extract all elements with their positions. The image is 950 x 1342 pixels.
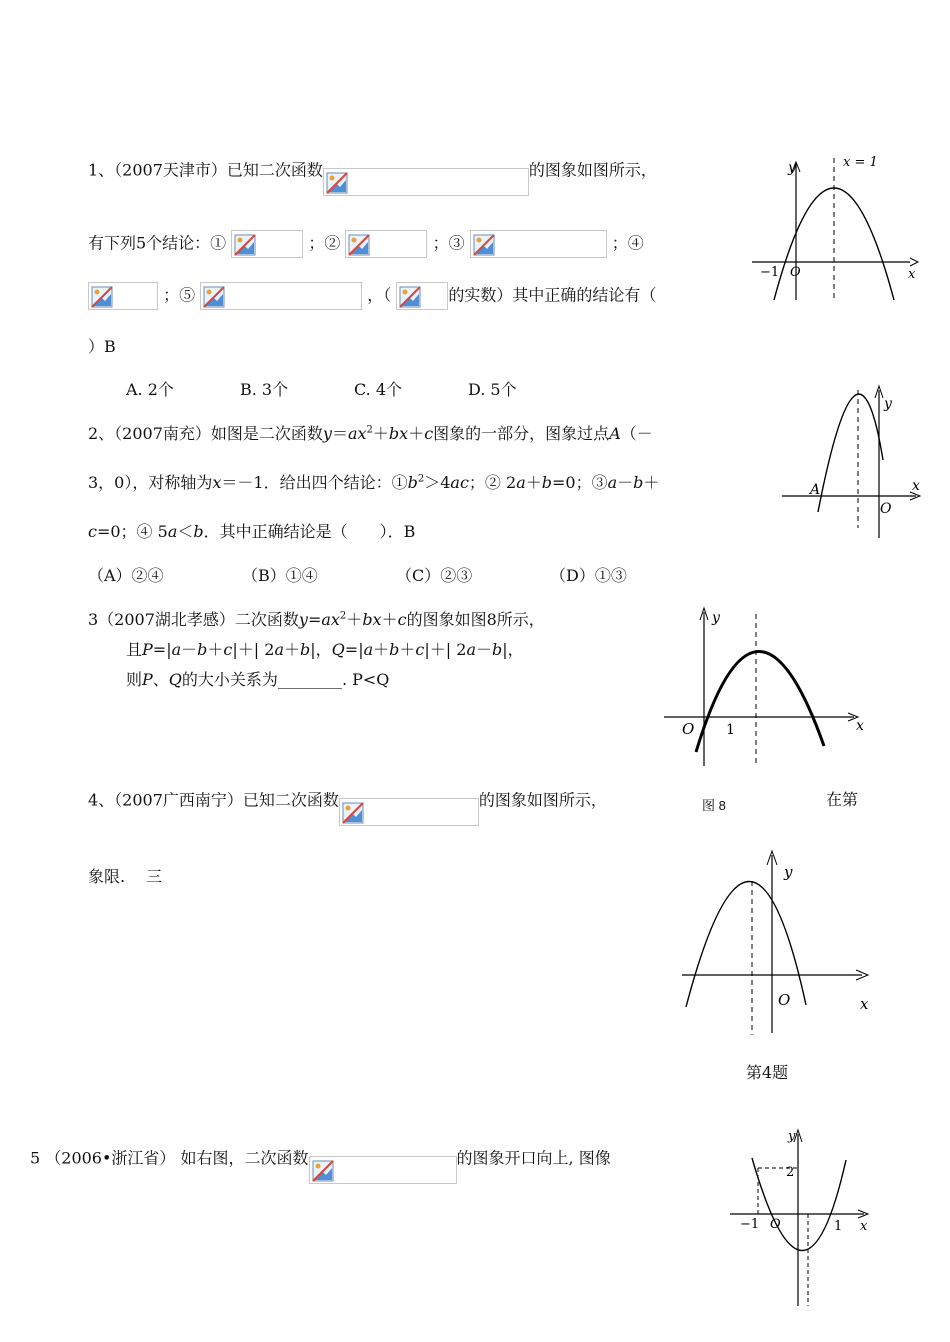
q3-answer: . P<Q [341, 670, 390, 689]
q2-b2: b [633, 473, 644, 492]
q3-one-label: 1 [726, 722, 735, 738]
broken-image-icon [473, 234, 495, 256]
q5-neg1-label: −1 [740, 1217, 760, 1232]
q1-option-a: A. 2个 [126, 380, 174, 399]
q5-formula-image [309, 1156, 457, 1184]
q2-sq2: 2 [417, 473, 425, 485]
q1-option-b: B. 3个 [240, 380, 289, 399]
q4-formula-image [339, 798, 479, 826]
q1-figure [748, 150, 923, 310]
q3-answer-blank: ________ [277, 670, 342, 689]
q2-A: A [609, 424, 621, 443]
q3-l2-g: |， [502, 640, 524, 659]
q2-line1 [88, 421, 653, 444]
q1-conclusion-1-image [231, 230, 303, 258]
broken-image-icon [348, 234, 370, 256]
q1-x-label: x [908, 267, 916, 282]
q3-sq: 2 [339, 610, 347, 622]
q5-origin-label: O [770, 1217, 781, 1232]
q3-a2: a [274, 640, 284, 659]
q1-sep-5: ；⑤ [163, 285, 196, 305]
q2-x-label: x [912, 478, 920, 494]
q2-ax2: ax [347, 424, 367, 443]
q3-ax: ax [321, 610, 340, 629]
broken-image-icon [91, 286, 113, 308]
q1-y-label: y [788, 160, 796, 176]
q3-pp2: ＋ [283, 640, 300, 659]
q1-axis-label: x = 1 [843, 155, 878, 170]
q3-p2: ＋ [381, 610, 398, 629]
q3-c: c [397, 610, 407, 629]
q2-line1-a: 2、（2007南充）如图是二次函数 [88, 424, 323, 443]
q1-origin-label: O [790, 265, 801, 280]
q1-line4: ）B [88, 337, 116, 356]
q3-l2-a: 且 [126, 640, 143, 659]
q1-conclusion-2-image [345, 230, 427, 258]
q2-ac: ac [450, 473, 469, 492]
q2-line2-g: － [617, 473, 634, 492]
q4-x-label: x [860, 995, 869, 1013]
q2-line2-c: ＞4 [424, 473, 451, 492]
q4-origin-label: O [778, 991, 791, 1009]
q2-c: c [424, 424, 434, 443]
q5-one-label: 1 [834, 1219, 843, 1234]
broken-image-icon [234, 234, 256, 256]
q1-line1-text-a: 1、（2007天津市）已知二次函数 [88, 160, 323, 180]
q5-x-label: x [860, 1219, 868, 1234]
q3-figure [660, 604, 870, 774]
q2-line2-b: ＝－1．给出四个结论：① [221, 473, 408, 492]
q3-a4: a [466, 640, 476, 659]
q1-neg1-label: −1 [760, 265, 780, 280]
q3-m1: － [181, 640, 198, 659]
broken-image-icon [312, 1160, 334, 1182]
q1-sep-6: ，（ [367, 285, 392, 305]
q3-l2-b: =| [152, 640, 172, 659]
q3-l2-d: |， [310, 640, 332, 659]
broken-image-icon [342, 802, 364, 824]
q2-line3-rest: ．其中正确结论是（ ）．B [203, 522, 416, 541]
q2-y-label: y [884, 396, 892, 412]
q3-l2-e: =| [344, 640, 364, 659]
q5-y-label: y [788, 1129, 796, 1144]
q3-origin-label: O [682, 720, 695, 738]
q3-y: y [298, 610, 308, 629]
q2-bx: bx [388, 424, 409, 443]
q3-c3: c [415, 640, 425, 659]
q3-l3-a: 则 [126, 670, 143, 689]
q2-x: x [212, 473, 222, 492]
q3-line2 [126, 637, 524, 660]
q2-sq: 2 [366, 424, 373, 436]
q1-conclusion-3-image [470, 230, 607, 258]
q3-Q: Q [331, 640, 345, 659]
broken-image-icon [399, 286, 421, 308]
q3-a3: a [363, 640, 374, 659]
q3-l2-f: |＋| 2 [424, 640, 467, 659]
q3-p1: ＋ [346, 610, 363, 629]
q2-a2: a [607, 473, 618, 492]
q1-line1 [88, 157, 657, 185]
q2-option-a: （A）②④ [88, 566, 164, 585]
q3-b4: b [492, 640, 503, 659]
q2-option-c: （C）②③ [396, 566, 473, 585]
q2-figure [780, 382, 930, 542]
q2-a1: a [516, 473, 526, 492]
q2-line2 [88, 470, 659, 493]
q3-line3 [126, 667, 389, 690]
q4-parabola [686, 881, 806, 1007]
q1-options [126, 377, 517, 400]
q3-P: P [142, 640, 153, 659]
q2-c3: c [88, 522, 97, 541]
q2-parabola [818, 394, 883, 512]
q3-a1: a [171, 640, 182, 659]
q4-figure-caption: 第4题 [746, 1063, 789, 1082]
q2-b3: b [193, 522, 204, 541]
broken-image-icon [203, 286, 225, 308]
q2-option-d: （D）①③ [550, 566, 627, 585]
q3-l3-b: 、 [152, 670, 169, 689]
q2-line3 [88, 519, 415, 542]
q3-pp1: ＋ [207, 640, 224, 659]
q2-line2-h: ＋ [643, 473, 660, 492]
q1-x-arrow [910, 258, 918, 266]
q1-sep-3: ；③ [432, 233, 465, 253]
q2-line2-a: 3，0），对称轴为 [88, 473, 213, 492]
q3-eq: = [307, 610, 322, 629]
q3-l2-c: |＋| 2 [232, 640, 275, 659]
q3-pp3: ＋ [373, 640, 390, 659]
q2-origin-label: O [880, 501, 892, 517]
q5-parabola [752, 1158, 846, 1251]
q3-pp4: ＋ [399, 640, 416, 659]
q4-line1-b: 的图象如图所示， [478, 790, 607, 810]
q1-formula-image [323, 168, 529, 196]
q2-b1: b [541, 473, 552, 492]
q3-figure-caption: 图 8 [702, 798, 726, 813]
q1-line2 [88, 230, 644, 258]
q2-bsym: b [407, 473, 418, 492]
q3-y-label: y [712, 610, 720, 626]
q3-b1: b [197, 640, 208, 659]
q2-line3-b: ＜ [177, 522, 194, 541]
q3-l3-P: P [142, 670, 153, 689]
q3-parabola [696, 651, 824, 752]
q2-line2-d: ；② 2 [468, 473, 517, 492]
q5-line1-a: 5 （2006•浙江省） 如右图，二次函数 [30, 1148, 309, 1168]
q4-y-label: y [784, 863, 793, 881]
q2-line1-end: （－ [620, 424, 653, 443]
q3-l3-Q: Q [168, 670, 182, 689]
q1-conclusions-label: 有下列5个结论：① [88, 233, 227, 253]
q2-line2-e: ＋ [525, 473, 542, 492]
q1-conclusion-4-image [88, 282, 158, 310]
q2-y: y [322, 424, 332, 443]
q2-option-b: （B）①④ [242, 566, 318, 585]
q2-options [88, 563, 627, 586]
q1-line1-text-b: 的图象如图所示， [528, 160, 657, 180]
q2-line2-f: =0；③ [552, 473, 608, 492]
q3-m2: － [475, 640, 492, 659]
q2-plus2: ＋ [408, 424, 425, 443]
q4-line2: 象限. 三 [88, 867, 163, 886]
q3-c1: c [223, 640, 233, 659]
q4-line1-a: 4、（2007广西南宁）已知二次函数 [88, 790, 339, 810]
q1-conclusion-5-image [200, 282, 362, 310]
q2-line1-b: 图象的一部分，图象过点 [433, 424, 610, 443]
q1-sep-2: ；② [308, 233, 341, 253]
q2-line3-a: =0；④ 5 [96, 522, 168, 541]
q4-line1-end: 在第 [826, 790, 859, 809]
q1-option-d: D. 5个 [468, 380, 517, 399]
q5-line1 [30, 1145, 611, 1173]
q3-b3: b [389, 640, 400, 659]
q3-l3-c: 的大小关系为 [181, 670, 278, 689]
q3-bx: bx [362, 610, 382, 629]
q2-A-label: A [810, 482, 821, 498]
q2-plus1: ＋ [372, 424, 389, 443]
q1-line3-text: 的实数）其中正确的结论有（ [448, 285, 657, 305]
broken-image-icon [326, 172, 348, 194]
q1-condition-image [396, 282, 448, 310]
q1-sep-4: ；④ [611, 233, 644, 253]
q2-a3: a [167, 522, 178, 541]
q1-option-c: C. 4个 [354, 380, 403, 399]
q4-figure [676, 845, 881, 1040]
q3-line1-a: 3（2007湖北孝感）二次函数 [88, 610, 299, 629]
q3-x-label: x [856, 718, 864, 734]
q2-eq: ＝ [331, 424, 348, 443]
q3-line1-b: 的图象如图8所示， [406, 610, 545, 629]
q1-line3 [88, 282, 656, 310]
q4-line1 [88, 787, 607, 815]
q5-line1-b: 的图象开口向上, 图像 [456, 1148, 611, 1168]
q5-two-label: 2 [786, 1165, 795, 1180]
q3-line1 [88, 607, 545, 630]
q5-figure [728, 1120, 878, 1310]
q3-b2: b [300, 640, 311, 659]
